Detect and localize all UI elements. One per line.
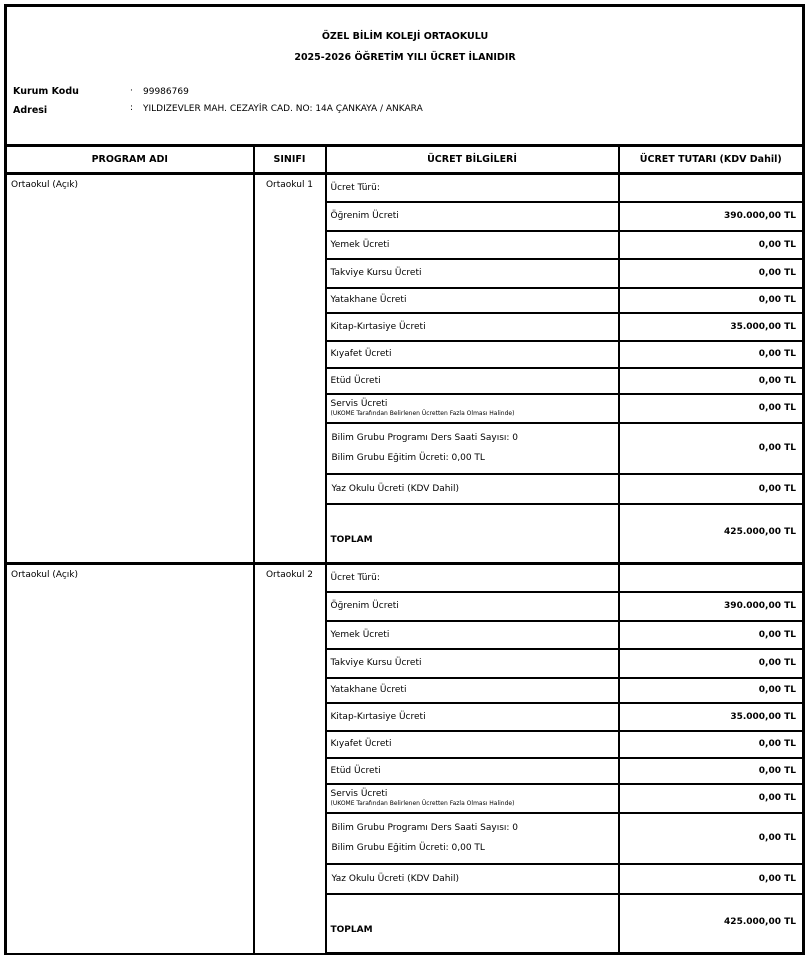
fee-label: Kıyafet Ücreti	[326, 731, 619, 758]
fee-label: Etüd Ücreti	[326, 758, 619, 784]
service-fee-note: (UKOME Tarafından Belirlenen Ücretten Fazla Olması Halinde)	[330, 410, 515, 417]
science-group-hours: Bilim Grubu Programı Ders Saati Sayısı: 0	[331, 433, 519, 443]
grade-name: Ortaokul 2	[254, 564, 326, 954]
document-header-frame	[4, 4, 805, 147]
science-group-fee: Bilim Grubu Eğitim Ücreti: 0,00 TL	[331, 843, 485, 853]
fee-amount: 0,00 TL	[619, 368, 804, 394]
fee-type-amount	[619, 174, 804, 202]
column-header-fee-amount: ÜCRET TUTARI (KDV Dahil)	[619, 146, 804, 174]
fee-label: Etüd Ücreti	[326, 368, 619, 394]
fee-label: Kitap-Kırtasiye Ücreti	[326, 313, 619, 341]
summer-school-label: Yaz Okulu Ücreti (KDV Dahil)	[326, 474, 619, 504]
fee-amount: 0,00 TL	[619, 758, 804, 784]
fee-type-label: Ücret Türü:	[326, 174, 619, 202]
address-value: YILDIZEVLER MAH. CEZAYİR CAD. NO: 14A ÇANKAYA / ANKARA	[143, 104, 423, 114]
service-fee-amount: 0,00 TL	[619, 394, 804, 423]
fee-label: Öğrenim Ücreti	[326, 202, 619, 231]
fee-amount: 0,00 TL	[619, 678, 804, 703]
fee-amount: 390.000,00 TL	[619, 592, 804, 621]
address-label: Adresi	[13, 105, 48, 116]
fee-amount: 0,00 TL	[619, 341, 804, 368]
fee-label: Yemek Ücreti	[326, 621, 619, 649]
total-label: TOPLAM	[326, 504, 619, 564]
science-group-amount: 0,00 TL	[619, 813, 804, 864]
program-name: Ortaokul (Açık)	[6, 174, 254, 564]
address-colon: :	[130, 103, 134, 113]
service-fee-note: (UKOME Tarafından Belirlenen Ücretten Fazla Olması Halinde)	[330, 800, 515, 807]
fee-label: Yatakhane Ücreti	[326, 288, 619, 313]
service-fee-label: Servis Ücreti	[330, 399, 388, 409]
table-header-row	[6, 146, 804, 174]
fee-type-label: Ücret Türü:	[326, 564, 619, 592]
announcement-title: 2025-2026 ÖĞRETİM YILI ÜCRET İLANIDIR	[294, 52, 516, 63]
fee-amount: 390.000,00 TL	[619, 202, 804, 231]
total-amount: 425.000,00 TL	[619, 894, 804, 954]
grade-name: Ortaokul 1	[254, 174, 326, 564]
science-group-amount: 0,00 TL	[619, 423, 804, 474]
program-name: Ortaokul (Açık)	[6, 564, 254, 954]
service-fee-label: Servis Ücreti	[330, 789, 388, 799]
institution-code-colon: ·	[130, 86, 133, 96]
fee-amount: 0,00 TL	[619, 649, 804, 678]
fee-amount: 0,00 TL	[619, 621, 804, 649]
fee-label: Öğrenim Ücreti	[326, 592, 619, 621]
fee-label: Takviye Kursu Ücreti	[326, 649, 619, 678]
summer-school-amount: 0,00 TL	[619, 864, 804, 894]
service-fee-amount: 0,00 TL	[619, 784, 804, 813]
science-group-fee: Bilim Grubu Eğitim Ücreti: 0,00 TL	[331, 453, 485, 463]
fee-amount: 35.000,00 TL	[619, 703, 804, 731]
fee-label: Yemek Ücreti	[326, 231, 619, 259]
fee-amount: 0,00 TL	[619, 259, 804, 288]
column-header-grade: SINIFI	[254, 146, 326, 174]
summer-school-amount: 0,00 TL	[619, 474, 804, 504]
column-header-fee-info: ÜCRET BİLGİLERİ	[326, 146, 619, 174]
school-name: ÖZEL BİLİM KOLEJİ ORTAOKULU	[321, 31, 489, 42]
fee-label: Kıyafet Ücreti	[326, 341, 619, 368]
institution-code: 99986769	[143, 87, 189, 97]
fee-row	[6, 174, 804, 202]
fee-row	[6, 564, 804, 592]
fee-amount: 35.000,00 TL	[619, 313, 804, 341]
summer-school-label: Yaz Okulu Ücreti (KDV Dahil)	[326, 864, 619, 894]
fee-label: Takviye Kursu Ücreti	[326, 259, 619, 288]
fee-table	[4, 144, 805, 955]
science-group-hours: Bilim Grubu Programı Ders Saati Sayısı: 0	[331, 823, 519, 833]
column-header-program: PROGRAM ADI	[6, 146, 254, 174]
total-amount: 425.000,00 TL	[619, 504, 804, 564]
fee-amount: 0,00 TL	[619, 731, 804, 758]
fee-type-amount	[619, 564, 804, 592]
fee-amount: 0,00 TL	[619, 231, 804, 259]
fee-label: Yatakhane Ücreti	[326, 678, 619, 703]
fee-amount: 0,00 TL	[619, 288, 804, 313]
total-label: TOPLAM	[326, 894, 619, 954]
institution-code-label: Kurum Kodu	[13, 86, 79, 97]
fee-label: Kitap-Kırtasiye Ücreti	[326, 703, 619, 731]
